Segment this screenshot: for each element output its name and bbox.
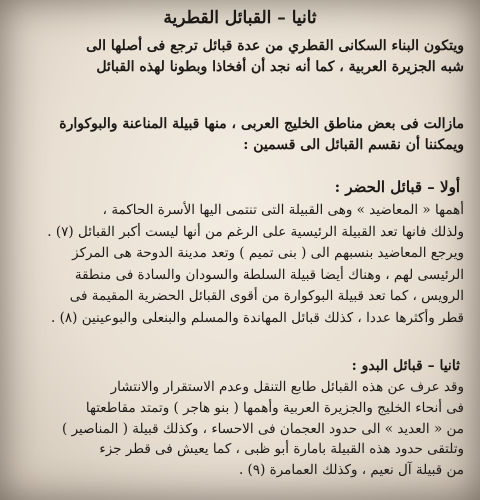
intro-line: ويتكون البناء السكانى القطري من عدة قبائل ترجع فى أصلها الى (86, 38, 464, 54)
intro-paragraph (16, 36, 464, 78)
text-line: من « العديد » الى حدود العجمان فى الاحساء ، وكذلك قبيلة ( المناصير ) (62, 420, 464, 437)
text-line: وقد عرف عن هذه القبائل طابع التنقل وعدم الاستقرار والانتشار (110, 379, 464, 395)
section-paragraph-badu (16, 377, 464, 481)
intro-line: ويمكننا أن نقسم القبائل الى قسمين : (243, 137, 464, 153)
text-line: الرئيسى لهم ، وهناك أيضا قبيلة السلطة والسودان والسادة فى منطقة (74, 266, 464, 283)
text-line: الرويس ، كما تعد قبيلة البوكوارة من أقوى القبائل الحضرية المقيمة فى (69, 288, 464, 305)
section-paragraph-hadar (16, 200, 464, 330)
intro-paragraph-continued (16, 114, 464, 156)
text-line: فى أنحاء الخليج والجزيرة العربية وأهمها ( بنو هاجر ) وتمتد مقاطعتها (85, 399, 464, 416)
text-line: ويرجع المعاضيد بنسبهم الى ( بنى تميم ) وتعد مدينة الدوحة هى المركز (72, 245, 464, 262)
intro-line: شبه الجزيرة العربية ، كما أنه نجد أن أفخاذا وبطونا لهذه القبائل (96, 59, 464, 75)
section-heading-hadar: أولا – قبائل الحضر : (334, 178, 460, 196)
section-heading-badu: ثانيا – قبائل البدو : (351, 358, 460, 374)
text-line: ولذلك فانها تعد القبيلة الرئيسية على الرغم من أنها ليست أكبر القبائل (٧) . (47, 223, 464, 240)
page-title: ثانيا – القبائل القطرية (163, 8, 317, 28)
text-line: أهمها « المعاضيد » وهى القبيلة التى تنتمى اليها الأسرة الحاكمة ، (102, 202, 464, 218)
intro-line: مازالت فى بعض مناطق الخليج العربى ، منها قبيلة المناعنة والبوكوارة (59, 116, 464, 132)
text-line: وتلتقى حدود هذه القبيلة بامارة أبو ظبى ، كما يعيش فى قطر جزء (99, 441, 464, 458)
text-line: قطر وأكثرها عددا ، كذلك قبائل المهاندة والمسلم والبنعلى والبوعينين (٨) . (51, 309, 464, 326)
text-line: من قبيلة آل نعيم ، وكذلك العمامرة (٩) . (238, 462, 464, 479)
